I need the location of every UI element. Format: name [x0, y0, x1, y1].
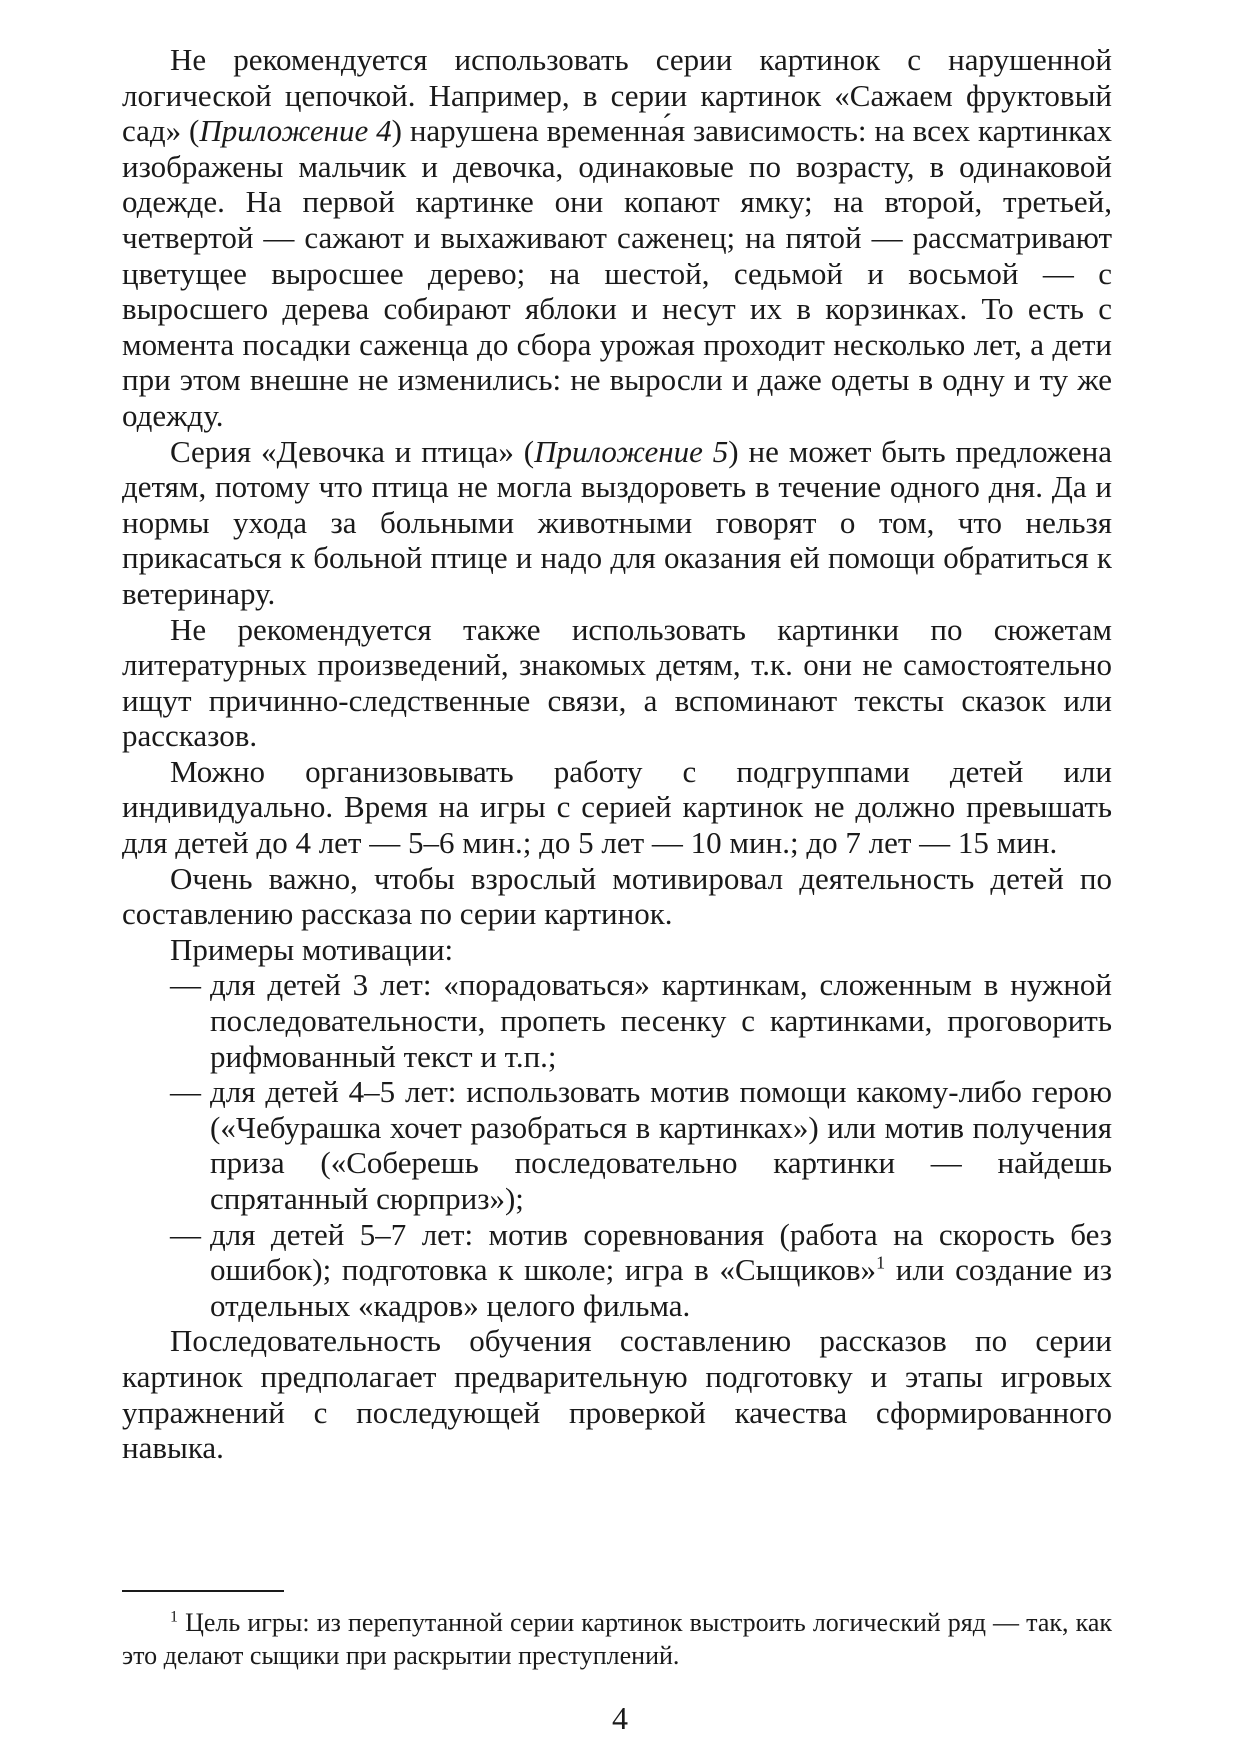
page-body — [122, 42, 1112, 1466]
paragraph-motivation-examples-heading: Примеры мотивации: — [170, 931, 454, 967]
paragraph-literary-plots: Не рекомендуется также использовать картинки по сюжетам литературных произведений, знакомых детям, т.к. они не самостоятельно ищут причинно-следственные связи, а вспоминают тексты сказок или рассказов. — [122, 611, 1112, 754]
paragraph-motivation-importance: Очень важно, чтобы взрослый мотивировал деятельность детей по составлению рассказа по серии картинок. — [122, 860, 1112, 932]
list-item: — для детей 4–5 лет: использовать мотив помощи какому-либо герою («Чебурашка хочет разобраться в картинках») или мотив получения приза («Соберешь последовательно картинки — найдешь спрятанный сюрприз»); — [170, 1074, 1112, 1216]
list-dash: — — [170, 1074, 201, 1110]
list-item: — для детей 5–7 лет: мотив соревнования (работа на скорость без ошибок); подготовка к школе; игра в «Сыщиков»$^1$ или создание из отдельных «кадров» целого фильма. — [170, 1216, 1112, 1323]
appendix-4-reference: Приложение 4 — [199, 113, 392, 149]
list-item: — для детей 3 лет: «порадоваться» картинкам, сложенным в нужной последовательности, пропеть песенку с картинками, проговорить рифмованный текст и т.п.; — [170, 967, 1112, 1074]
paragraph-time-limits: Можно организовывать работу с подгруппами детей или индивидуально. Время на игры с серией картинок не должно превышать для детей до 4 лет — 5–6 мин.; до 5 лет — 10 мин.; до 7 лет — 15 мин. — [122, 753, 1112, 861]
motivation-list — [122, 967, 1112, 1323]
footnote-divider — [122, 1590, 284, 1592]
page-number: 4 — [612, 1700, 628, 1736]
list-dash: — — [170, 1216, 201, 1252]
footnote-number: 1 — [170, 1608, 178, 1626]
paragraph-picture-series-warning: Не рекомендуется использовать серии картинок с нарушенной логической цепочкой. Например, в серии картинок «Сажаем фруктовый сад» (Приложение 4) нарушена временна́я зависимость: на всех картинках изображены мальчик и девочка, одинаковые по возрасту, в одинаковой одежде. На первой картинке они копают ямку; на второй, третьей, четвертой — сажают и выхаживают саженец; на пятой — рассматривают цветущее выросшее дерево; на шестой, седьмой и восьмой — с выросшего дерева собирают яблоки и несут их в корзинках. То есть с момента посадки саженца до сбора урожая проходит несколько лет, а дети при этом внешне не изменились: не выросли и даже одеты в одну и ту же одежду. — [122, 42, 1112, 433]
paragraph-girl-and-bird: Серия «Девочка и птица» (Приложение 5) не может быть предложена детям, потому что птица не могла выздороветь в течение одного дня. Да и нормы ухода за больными животными говорят о том, что нельзя прикасаться к больной птице и надо для оказания ей помощи обратиться к ветеринару. — [122, 433, 1112, 611]
paragraph-teaching-sequence: Последовательность обучения составлению рассказов по серии картинок предполагает предварительную подготовку и этапы игровых упражнений с последующей проверкой качества сформированного навыка. — [122, 1323, 1112, 1466]
appendix-5-reference: Приложение 5 — [534, 433, 729, 469]
footnote: $^1$ Цель игры: из перепутанной серии картинок выстроить логический ряд — так, как это делают сыщики при раскрытии преступлений. — [122, 1608, 1112, 1670]
footnote-marker: 1 — [876, 1252, 886, 1273]
list-dash: — — [170, 967, 201, 1003]
